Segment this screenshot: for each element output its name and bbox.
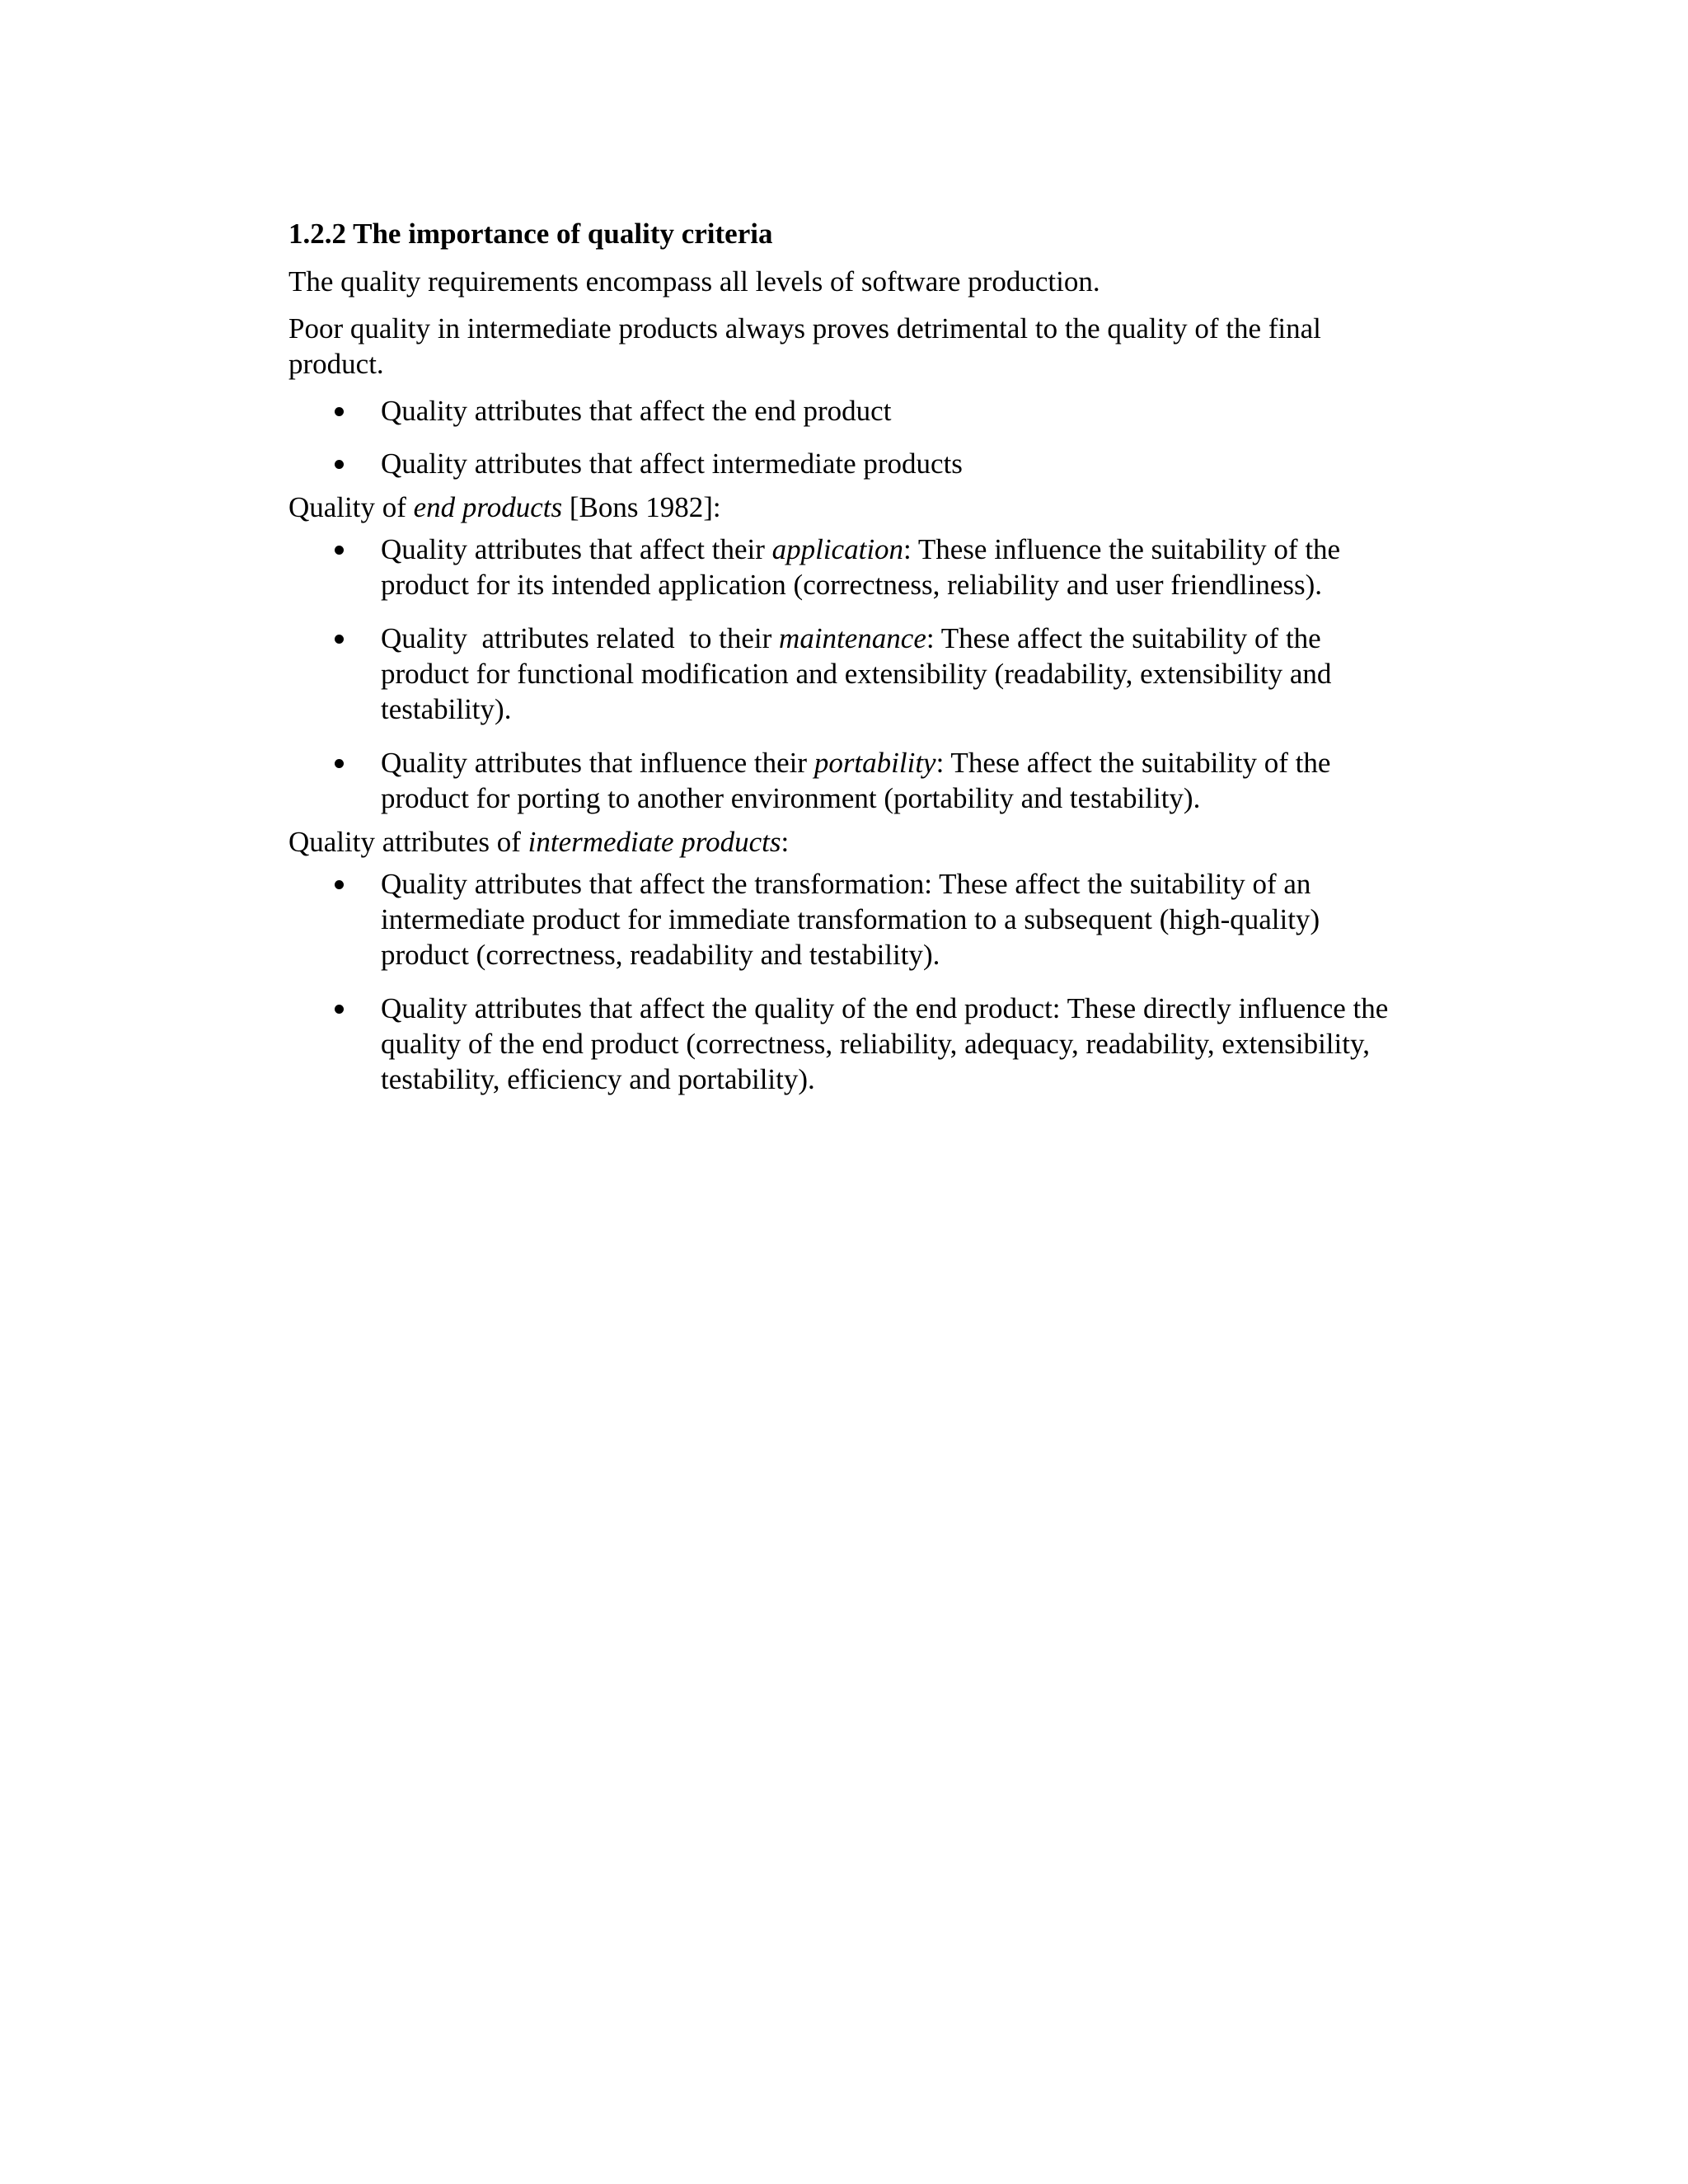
end-products-lead-suffix: [Bons 1982]: — [562, 491, 721, 523]
end-products-lead-prefix: Quality of — [288, 491, 414, 523]
bullet-icon — [335, 759, 344, 768]
bullet-icon — [335, 1005, 344, 1014]
list-item — [288, 991, 1393, 1097]
list-item-suffix: : These affect the suitability of the product for porting to another environment (portability and testability). — [381, 747, 1331, 814]
list-item-text: Quality attributes that affect intermediate products — [381, 448, 963, 480]
list-item-prefix: Quality attributes related to their — [381, 622, 780, 654]
list-item — [288, 446, 1393, 481]
intermediate-products-lead — [288, 824, 1393, 860]
intermediate-products-lead-emphasis: intermediate products — [528, 826, 781, 858]
page-content — [288, 216, 1393, 1105]
list-item — [288, 621, 1393, 727]
end-products-list — [288, 532, 1393, 816]
list-item-suffix: : These influence the suitability of the product for its intended application (correctness, reliability and user friendliness). — [381, 533, 1341, 601]
bullet-icon — [335, 880, 344, 889]
bullet-icon — [335, 460, 344, 469]
end-products-lead — [288, 490, 1393, 525]
list-item-emphasis: maintenance — [779, 622, 926, 654]
list-item-prefix: Quality attributes that affect their — [381, 533, 772, 565]
list-item-text: Quality attributes that affect the end product — [381, 395, 892, 427]
end-products-lead-emphasis: end products — [413, 491, 563, 523]
list-item — [288, 532, 1393, 602]
list-item-emphasis: portability — [814, 747, 936, 779]
bullet-icon — [335, 407, 344, 416]
intro-paragraph-2: Poor quality in intermediate products always proves detrimental to the quality of the final product. — [288, 312, 1321, 380]
intro-paragraph-1: The quality requirements encompass all levels of software production. — [288, 265, 1100, 298]
list-item-text: Quality attributes that affect the transformation: These affect the suitability of an intermediate product for immediate transformation to a subsequent (high-quality) product (correctness, readability and testability). — [381, 868, 1320, 971]
intermediate-products-lead-suffix: : — [781, 826, 790, 858]
intermediate-products-lead-prefix: Quality attributes of — [288, 826, 528, 858]
attribute-categories-list — [288, 393, 1393, 481]
list-item — [288, 745, 1393, 816]
list-item-prefix: Quality attributes that influence their — [381, 747, 814, 779]
bullet-icon — [335, 546, 344, 555]
section-heading: 1.2.2 The importance of quality criteria — [288, 218, 773, 250]
list-item-suffix: : These affect the suitability of the product for functional modification and extensibility (readability, extensibility and testability). — [381, 622, 1332, 725]
intermediate-products-list — [288, 866, 1393, 1097]
bullet-icon — [335, 635, 344, 644]
list-item — [288, 866, 1393, 972]
list-item-emphasis: application — [771, 533, 904, 565]
list-item-text: Quality attributes that affect the quality of the end product: These directly influence the quality of the end product (correctness, reliability, adequacy, readability, extensibility, testability, efficiency and portability). — [381, 992, 1389, 1095]
list-item — [288, 393, 1393, 429]
